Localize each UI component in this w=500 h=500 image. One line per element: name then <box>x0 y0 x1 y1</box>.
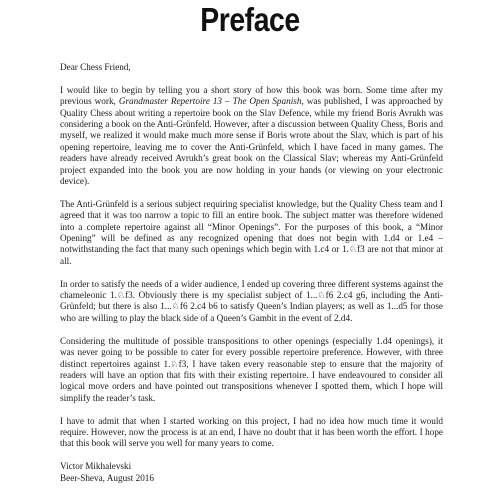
salutation: Dear Chess Friend, <box>60 62 131 72</box>
paragraph-3: In order to satisfy the needs of a wider audience, I ended up covering three different systems against the chameleonic 1.♘f3. Obviously there is my specialist subject of 1...♘f6 2.c4 g6, including the Anti-Grünfeld; but there is also 1...♘f6 2.c4 b6 to satisfy Queen’s Indian players; as well as 1...d5 for those who are willing to play the black side of a Queen’s Gambit in the event of 2.d4. <box>60 278 443 323</box>
page-title: Preface <box>200 1 300 38</box>
place-and-date: Beer-Sheva, August 2016 <box>60 472 154 483</box>
book-title: Grandmaster Repertoire 13 – The Open Spanish <box>118 96 302 107</box>
paragraph-1-text-b: , was published, I was approached by Quality Chess about writing a repertoire book on the Slav Defence, while my friend Boris Avrukh was considering a book on the Anti-Grünfeld. However, after a discussion between Quality Chess, Boris and myself, we realized it would make much more sense if Boris wrote about the Slav, which is part of his opening repertoire, leaving me to cover the Anti-Grünfeld, which I have faced in many games. The readers have already received Avrukh’s great book on the Classical Slav; whereas my Anti-Grünfeld project expanded into the book you are now holding in your hands (or viewing on your electronic device). <box>60 96 443 187</box>
paragraph-2: The Anti-Grünfeld is a serious subject requiring specialist knowledge, but the Quality Chess team and I agreed that it was too narrow a topic to fill an entire book. The subject matter was therefore widened into a complete repertoire against all “Minor Openings”. For the purposes of this book, a “Minor Opening” will be defined as any recognized opening that does not begin with 1.d4 or 1.e4 – notwithstanding the fact that many such openings which begin with 1.c4 or 1.♘f3 are not that minor at all. <box>60 198 443 266</box>
paragraph-4: Considering the multitude of possible transpositions to other openings (especially 1.d4 openings), it was never going to be possible to cater for every possible repertoire preference. However, with three distinct repertoires against 1.♘f3, I have taken every reasonable step to ensure that the majority of readers will have an option that fits with their existing repertoire. I have endeavoured to consider all logical move orders and have pointed out transpositions whenever I spotted them, which I hope will simplify the reader’s task. <box>60 335 443 403</box>
signature-block <box>60 461 443 484</box>
paragraph-1 <box>60 85 443 188</box>
author-name: Victor Mikhalevski <box>60 461 132 472</box>
paragraph-1-text-a: I would like to begin by telling you a short story of how this book was born. Some time after my previous work, <box>60 84 443 107</box>
paragraph-5: I have to admit that when I started working on this project, I had no idea how much time it would require. However, now the process is at an end, I have no doubt that it has been worth the effort. I hope that this book will serve you well for many years to come. <box>60 415 443 449</box>
preface-body <box>60 62 443 484</box>
